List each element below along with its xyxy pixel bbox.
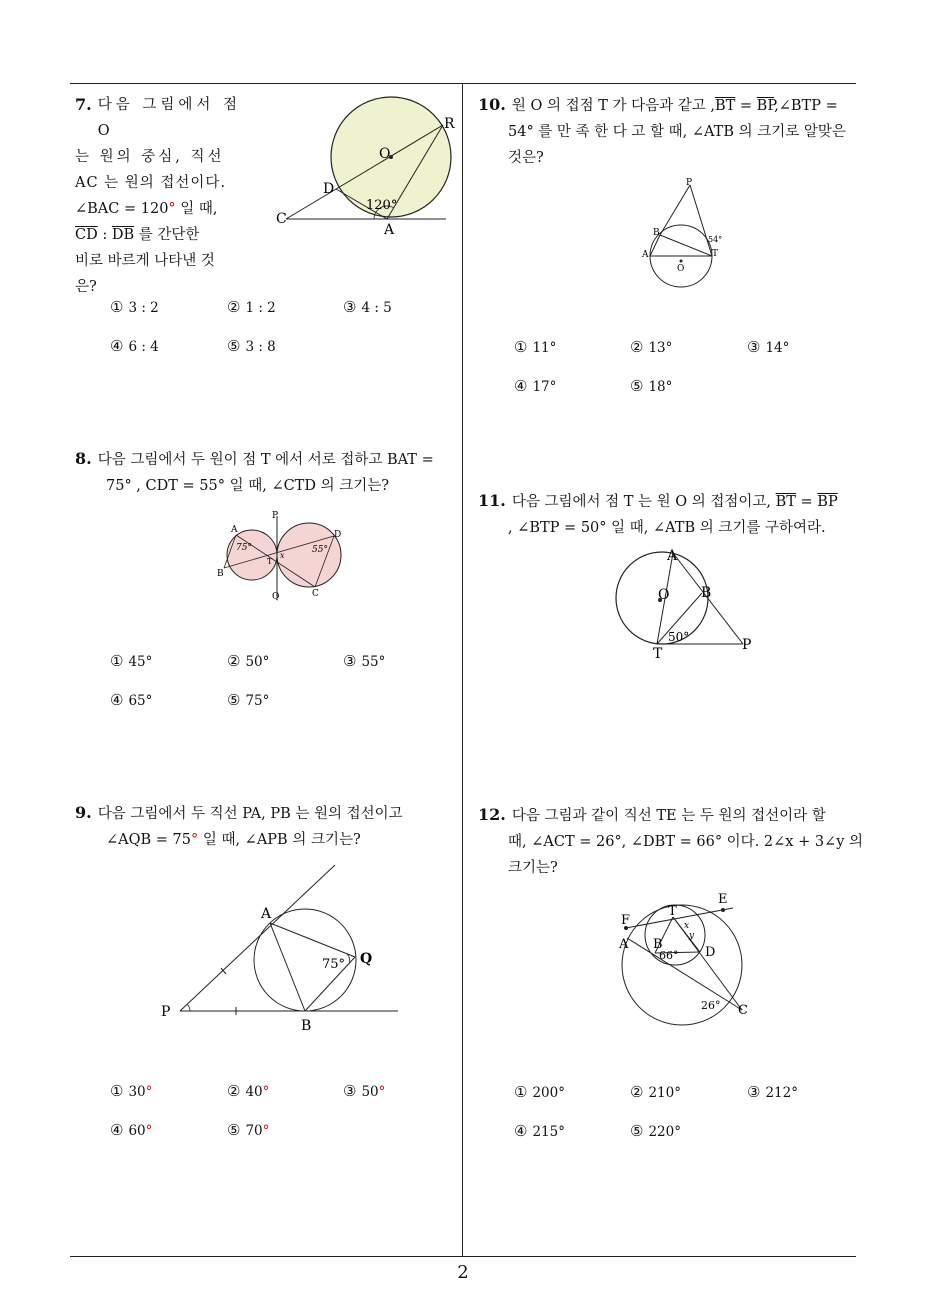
q10-choice-3[interactable]: ③ 14° <box>747 338 790 356</box>
angle-75: 75° <box>236 543 252 553</box>
label-Q: Q <box>272 592 280 602</box>
label-B: B <box>653 228 660 238</box>
label-D: D <box>334 530 342 540</box>
label-E: E <box>718 892 728 907</box>
q7-choice-5[interactable]: ⑤ 3 : 8 <box>227 337 276 355</box>
label-A: A <box>667 548 678 564</box>
label-O: O <box>658 587 670 603</box>
q9-choice-2[interactable]: ② 40° <box>227 1082 270 1100</box>
label-x: x <box>280 551 285 560</box>
question-12-figure <box>615 890 755 1040</box>
angle-55: 55° <box>312 545 328 555</box>
question-10-text: 10. 원 O 의 접점 T 가 다음과 같고 $,\overline{BT}$ = $\overline{BP},\angle BTP$ = 54° 를 만 족 한 다 고 할 때, ∠ATB 의 크기로 알맞은 것은? <box>478 95 846 166</box>
angle-label: 54° <box>708 235 723 244</box>
label-P: P <box>686 178 693 188</box>
question-number: 7. <box>75 95 92 114</box>
label-T: T <box>653 646 663 660</box>
large-circle <box>622 905 742 1025</box>
label-A: A <box>642 250 649 260</box>
label-D: D <box>323 181 335 197</box>
q9-choice-3[interactable]: ③ 50° <box>343 1082 386 1100</box>
column-divider <box>462 83 463 1257</box>
label-B: B <box>701 585 712 601</box>
label-A: A <box>384 222 395 238</box>
question-8-figure <box>212 508 352 608</box>
q7-choice-4[interactable]: ④ 6 : 4 <box>110 337 159 355</box>
label-T: T <box>267 557 273 566</box>
label-y: y <box>689 931 695 941</box>
angle-label: 50° <box>668 630 690 644</box>
label-P: P <box>742 637 752 653</box>
angle-66: 66° <box>659 949 679 962</box>
large-circle <box>277 523 341 587</box>
top-rule <box>70 83 856 84</box>
label-P: P <box>161 1004 171 1020</box>
label-A: A <box>619 937 629 952</box>
label-O: O <box>379 146 391 162</box>
label-D: D <box>705 945 716 960</box>
label-R: R <box>444 116 455 132</box>
question-11-figure <box>605 545 760 660</box>
question-11-text: 11. 다음 그림에서 점 T 는 원 O 의 접점이고, $\overline{BT} = \overline{BP}$ , ∠BTP = 50° 일 때, ∠ATB 의 크기를 구하여라. <box>478 491 838 536</box>
angle-26: 26° <box>701 999 721 1012</box>
label-F: F <box>621 913 631 928</box>
q12-choice-5[interactable]: ⑤ 220° <box>630 1122 681 1140</box>
q8-choice-4[interactable]: ④ 65° <box>110 691 153 709</box>
q8-choice-5[interactable]: ⑤ 75° <box>227 691 270 709</box>
question-7-figure <box>270 95 465 240</box>
q12-choice-1[interactable]: ① 200° <box>514 1083 565 1101</box>
label-T: T <box>668 904 677 919</box>
question-9-text: 9. 다음 그림에서 두 직선 PA, PB 는 원의 접선이고 ∠AQB = 75° 일 때, ∠APB 의 크기는? <box>75 803 403 848</box>
label-B: B <box>301 1018 312 1034</box>
tangent-PA <box>180 865 335 1011</box>
label-B: B <box>653 937 663 952</box>
question-9-figure <box>155 860 405 1040</box>
label-P: P <box>272 511 279 521</box>
q10-choice-5[interactable]: ⑤ 18° <box>630 377 673 395</box>
question-7-text: 7. 다음 그림에서 점 O 는 원의 중심, 직선 AC 는 원의 접선이다. ∠BAC = 120° 일 때, $\overline{CD}$ : $\overline{DB}$ 를 간단한 비로 바르게 나타낸 것 은? <box>75 92 265 300</box>
q9-choice-1[interactable]: ① 30° <box>110 1082 153 1100</box>
angle-label: 75° <box>322 957 346 972</box>
q7-choice-3[interactable]: ③ 4 : 5 <box>343 298 392 316</box>
q7-choice-1[interactable]: ① 3 : 2 <box>110 298 159 316</box>
q12-choice-2[interactable]: ② 210° <box>630 1083 681 1101</box>
q12-choice-3[interactable]: ③ 212° <box>747 1083 798 1101</box>
label-C: C <box>312 589 319 599</box>
label-A: A <box>231 525 238 535</box>
label-O: O <box>677 264 685 274</box>
question-10-figure <box>638 175 733 295</box>
q7-choice-2[interactable]: ② 1 : 2 <box>227 298 276 316</box>
q9-choice-4[interactable]: ④ 60° <box>110 1121 153 1139</box>
question-12-text: 12. 다음 그림과 같이 직선 TE 는 두 원의 접선이라 할 때, ∠ACT = 26°, ∠DBT = 66° 이다. 2∠x + 3∠y 의 크기는? <box>478 805 864 876</box>
bottom-rule <box>70 1256 856 1257</box>
label-x: x <box>684 921 690 931</box>
label-A: A <box>261 906 272 922</box>
angle-label: 120° <box>366 198 398 213</box>
page-number: 2 <box>457 1262 469 1283</box>
question-8-text: 8. 다음 그림에서 두 원이 점 T 에서 서로 접하고 BAT = 75° , CDT = 55° 일 때, ∠CTD 의 크기는? <box>75 449 434 494</box>
q8-choice-1[interactable]: ① 45° <box>110 652 153 670</box>
q10-choice-2[interactable]: ② 13° <box>630 338 673 356</box>
q10-choice-1[interactable]: ① 11° <box>514 338 557 356</box>
q9-choice-5[interactable]: ⑤ 70° <box>227 1121 270 1139</box>
label-C: C <box>738 1003 748 1018</box>
label-B: B <box>217 569 224 579</box>
q12-choice-4[interactable]: ④ 215° <box>514 1122 565 1140</box>
q10-choice-4[interactable]: ④ 17° <box>514 377 557 395</box>
label-Q: Q <box>360 951 373 967</box>
label-T: T <box>712 249 719 259</box>
q8-choice-2[interactable]: ② 50° <box>227 652 270 670</box>
q8-choice-3[interactable]: ③ 55° <box>343 652 386 670</box>
label-C: C <box>276 211 287 227</box>
